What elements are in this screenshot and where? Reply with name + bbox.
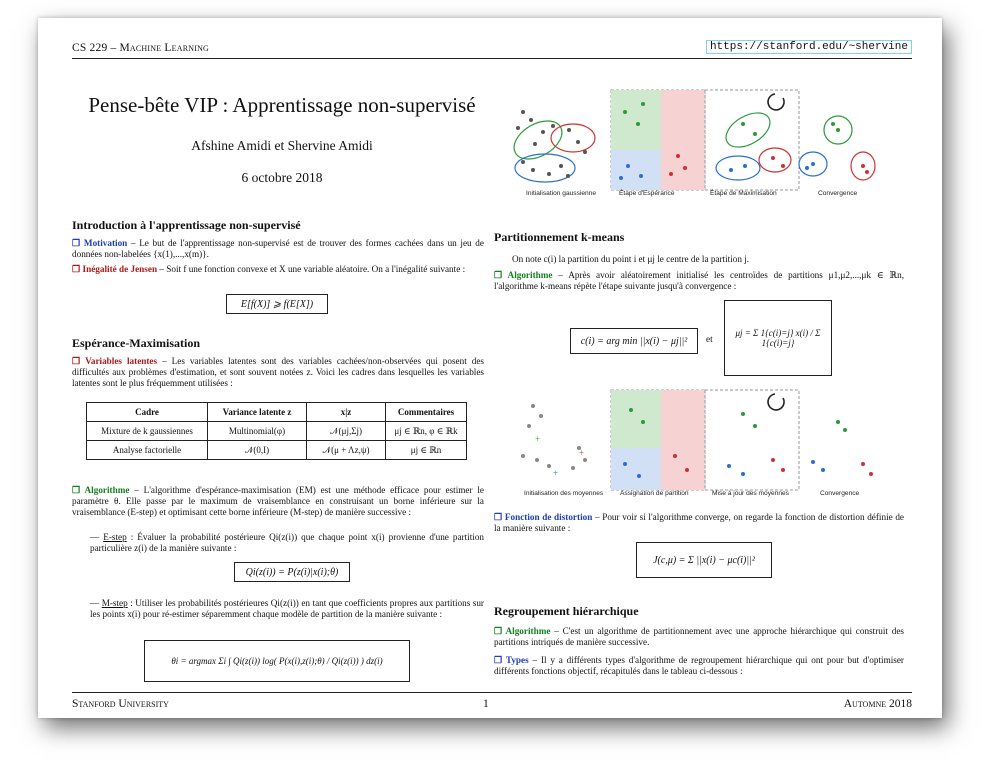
fig-panel-border — [705, 90, 799, 190]
footer-rule — [72, 692, 912, 693]
kmeans-illustration-figure — [493, 386, 913, 496]
fig2-caption-2: Assignation de partition — [620, 490, 689, 497]
table-row — [87, 441, 467, 460]
motivation-text: – Le but de l'apprentissage non-supervisé est de trouver des formes cachées dans un jeu de données non-labelées {x(1),...,x(m)}. — [72, 238, 484, 259]
fig-panel-init — [507, 110, 595, 182]
fig2-caption-1: Initialisation des moyennes — [524, 490, 604, 497]
em-algorithm-text: – L'algorithme d'espérance-maximisation (EM) est une méthode efficace pour estimer le paramètre θ. Elle passe par le maximum de vraisemblance en construisant un borne inférieure sur la vraisemblance (E-step) et optimisant cette borne inférieure (M-step) de manière successive : — [72, 485, 484, 517]
keyword-algorithm: ❒ Algorithme — [494, 270, 553, 280]
authors: Afshine Amidi et Shervine Amidi — [191, 138, 373, 153]
kmeans-assignment-formula: c(i) = arg min ||x(i) − μj||² — [570, 328, 698, 354]
fig1-caption-2: Étape d'Espérance — [619, 190, 675, 197]
mstep-item: — M-step : Utiliser les probabilités postérieures Qi(z(i)) en tant que coefficients propres aux partitions sur les points x(i) pour ré-estimer séparemment chaque modèle de partition de la manière suivante : — [90, 598, 484, 619]
fig1-caption-4: Convergence — [818, 190, 858, 197]
fig1-caption-3: Étape de Maximisation — [710, 190, 777, 197]
paragraph-kmeans-algorithm — [494, 270, 904, 292]
table-row — [87, 422, 467, 441]
latent-text: – Les variables latentes sont des variables cachées/non-observées qui posent des difficultés aux problèmes d'estimation, et sont souvent notées z. Voici les cadres dans lesquelles les variables latentes sont le plus fréquemment utilisées : — [72, 356, 484, 388]
latent-variables-table — [86, 402, 467, 460]
estep-label: E-step — [103, 532, 127, 542]
keyword-motivation: ❒ Motivation — [72, 238, 128, 248]
section-heading-em: Espérance-Maximisation — [72, 336, 200, 350]
page-title: Pense-bête VIP : Apprentissage non-supervisé — [88, 93, 476, 117]
page-number: 1 — [483, 698, 489, 710]
table-cell: 𝒩(0,I) — [208, 441, 307, 460]
section-heading-kmeans: Partitionnement k-means — [494, 230, 625, 244]
fig-panel-mstep — [716, 94, 791, 180]
paragraph-types — [494, 655, 904, 677]
keyword-types: ❒ Types — [494, 655, 529, 665]
mstep-formula-box: θi = argmax Σi ∫ Qi(z(i)) log( P(x(i),z(i);θ) / Qi(z(i)) ) dz(i) — [144, 640, 410, 682]
table-cell: 𝒩(μj,Σj) — [307, 422, 386, 441]
keyword-algorithm: ❒ Algorithme — [494, 626, 551, 636]
jensen-text: – Soit f une fonction convexe et X une variable aléatoire. On a l'inégalité suivante : — [157, 264, 466, 274]
estep-text: : Évaluer la probabilité postérieure Qi(z(i)) que chaque point x(i) provienne d'une partition particulière z(i) de la manière suivante : — [90, 532, 485, 553]
fig-panel-estep — [611, 90, 705, 190]
keyword-distortion: ❒ Fonction de distortion — [494, 512, 593, 522]
kmeans-algorithm-text: – Après avoir aléatoirement initialisé les centroïdes de partitions μ1,μ2,...,μk ∈ ℝn, l'algorithme k-means répète l'étape suivante jusqu'à convergence : — [494, 270, 904, 291]
paragraph-distortion — [494, 512, 904, 534]
table-cell: Multinomial(φ) — [208, 422, 307, 441]
table-cell: Mixture de k gaussiennes — [87, 422, 208, 441]
paragraph-em-algorithm — [72, 485, 484, 518]
fig-panel-convergence — [799, 116, 875, 180]
table-header-variance: Variance latente z — [208, 403, 307, 422]
footer-season: Automne 2018 — [843, 698, 912, 710]
fig2-caption-4: Convergence — [820, 490, 860, 497]
publication-date: 6 octobre 2018 — [241, 170, 323, 185]
paragraph-latent — [72, 356, 484, 389]
table-cell: 𝒩(μ + Λz,ψ) — [307, 441, 386, 460]
fig-panel-border — [705, 390, 799, 490]
mstep-label: M-step — [101, 598, 128, 608]
estep-item: — E-step : Évaluer la probabilité postérieure Qi(z(i)) que chaque point x(i) provienne d'une partition particulière z(i) de la manière suivante : — [90, 532, 485, 553]
keyword-jensen: ❒ Inégalité de Jensen — [72, 264, 158, 274]
paragraph-motivation — [72, 238, 484, 260]
estep-formula-box: Qi(z(i)) = P(z(i)|x(i);θ) — [234, 562, 350, 582]
keyword-algorithm: ❒ Algorithme — [72, 485, 130, 495]
types-text: – Il y a différents types d'algorithme de regroupement hiérarchique qui ont pour but d'optimiser différents fonctions objectif, récapitulés dans le tableau ci-dessous : — [494, 655, 904, 676]
fig2-panel-init — [521, 404, 587, 478]
svg-text:+: + — [579, 448, 585, 458]
paragraph-hierarchical-algorithm — [494, 626, 904, 648]
fig2-panel-convergence — [811, 420, 873, 476]
svg-text:+: + — [553, 468, 559, 478]
table-header-cadre: Cadre — [87, 403, 208, 422]
table-header-xz: x|z — [307, 403, 386, 422]
section-heading-intro: Introduction à l'apprentissage non-supervisé — [72, 218, 301, 232]
repeat-arrow-icon — [768, 94, 784, 110]
section-heading-hierarchical: Regroupement hiérarchique — [494, 604, 639, 618]
table-cell: μj ∈ ℝn — [386, 441, 467, 460]
keyword-latent: ❒ Variables latentes — [72, 356, 158, 366]
distortion-formula-box: J(c,μ) = Σ ||x(i) − μc(i)||² — [636, 542, 772, 578]
jensen-formula-box: E[f(X)] ⩾ f(E[X]) — [226, 294, 328, 314]
course-header: CS 229 – Machine Learning — [72, 42, 210, 54]
fig2-panel-assign — [611, 390, 705, 490]
em-illustration-figure — [493, 82, 913, 202]
table-header-comments: Commentaires — [386, 403, 467, 422]
fig2-panel-update — [727, 394, 785, 476]
table-cell: Analyse factorielle — [87, 441, 208, 460]
kmeans-update-formula: μj = Σ 1{c(i)=j} x(i) / Σ 1{c(i)=j} — [724, 300, 832, 376]
mstep-text: : Utiliser les probabilités postérieures Qi(z(i)) en tant que coefficients propres aux partitions sur les points x(i) pour ré-estimer séparemment chaque modèle de partition de la manière suivante : — [90, 598, 484, 619]
table-cell: μj ∈ ℝn, φ ∈ ℝk — [386, 422, 467, 441]
hierarchical-algorithm-text: – C'est un algorithme de partitionnement avec une approche hiérarchique qui construit des partitions intriqués de manière successive. — [494, 626, 904, 647]
page-sheet — [38, 18, 942, 718]
fig1-caption-1: Initialisation gaussienne — [526, 190, 597, 197]
kmeans-and-label: et — [706, 334, 713, 344]
distortion-text: – Pour voir si l'algorithme converge, on regarde la fonction de distortion définie de la manière suivante : — [494, 512, 905, 533]
repeat-arrow-icon — [768, 394, 784, 410]
header-rule — [72, 58, 912, 59]
footer-university: Stanford University — [72, 698, 169, 710]
kmeans-note: On note c(i) la partition du point i et μj le centre de la partition j. — [512, 254, 750, 264]
paragraph-jensen — [72, 264, 484, 275]
svg-text:+: + — [535, 434, 541, 444]
fig2-caption-3: Mise à jour des moyennes — [712, 490, 789, 497]
header-url-link[interactable]: https://stanford.edu/~shervine — [706, 40, 912, 54]
